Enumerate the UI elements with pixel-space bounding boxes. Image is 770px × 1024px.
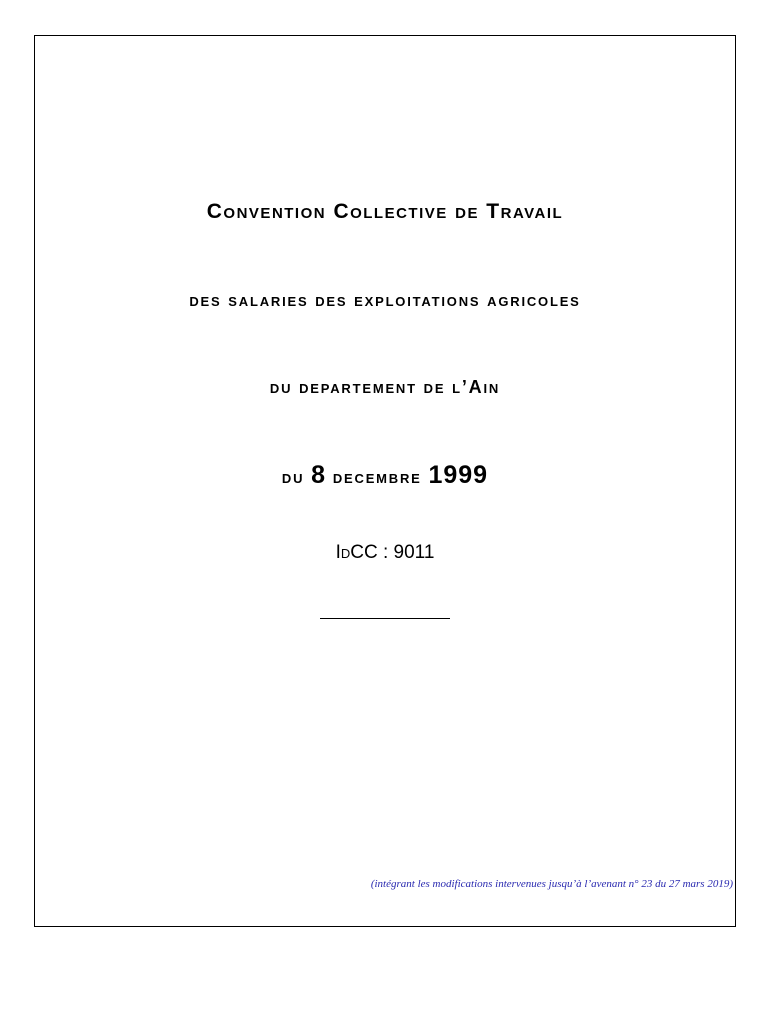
title-date-month: decembre	[332, 467, 422, 487]
title-line-2: des salaries des exploitations agricoles	[189, 290, 581, 310]
title-line-3: du departement de l’Ain	[269, 377, 501, 397]
title-date-day: 8	[311, 461, 327, 489]
title-date-year: 1999	[428, 461, 489, 489]
title-date-prefix: du	[281, 467, 305, 487]
title-line-1: Convention Collective de Travail	[206, 200, 564, 223]
amendment-footnote: (intégrant les modifications intervenues jusqu’à l’avenant n° 23 du 27 mars 2019)	[370, 878, 733, 890]
title-line-4	[35, 461, 735, 490]
page-border	[34, 35, 736, 927]
idcc-code: IdCC : 9011	[335, 542, 435, 563]
separator-rule	[320, 618, 450, 619]
